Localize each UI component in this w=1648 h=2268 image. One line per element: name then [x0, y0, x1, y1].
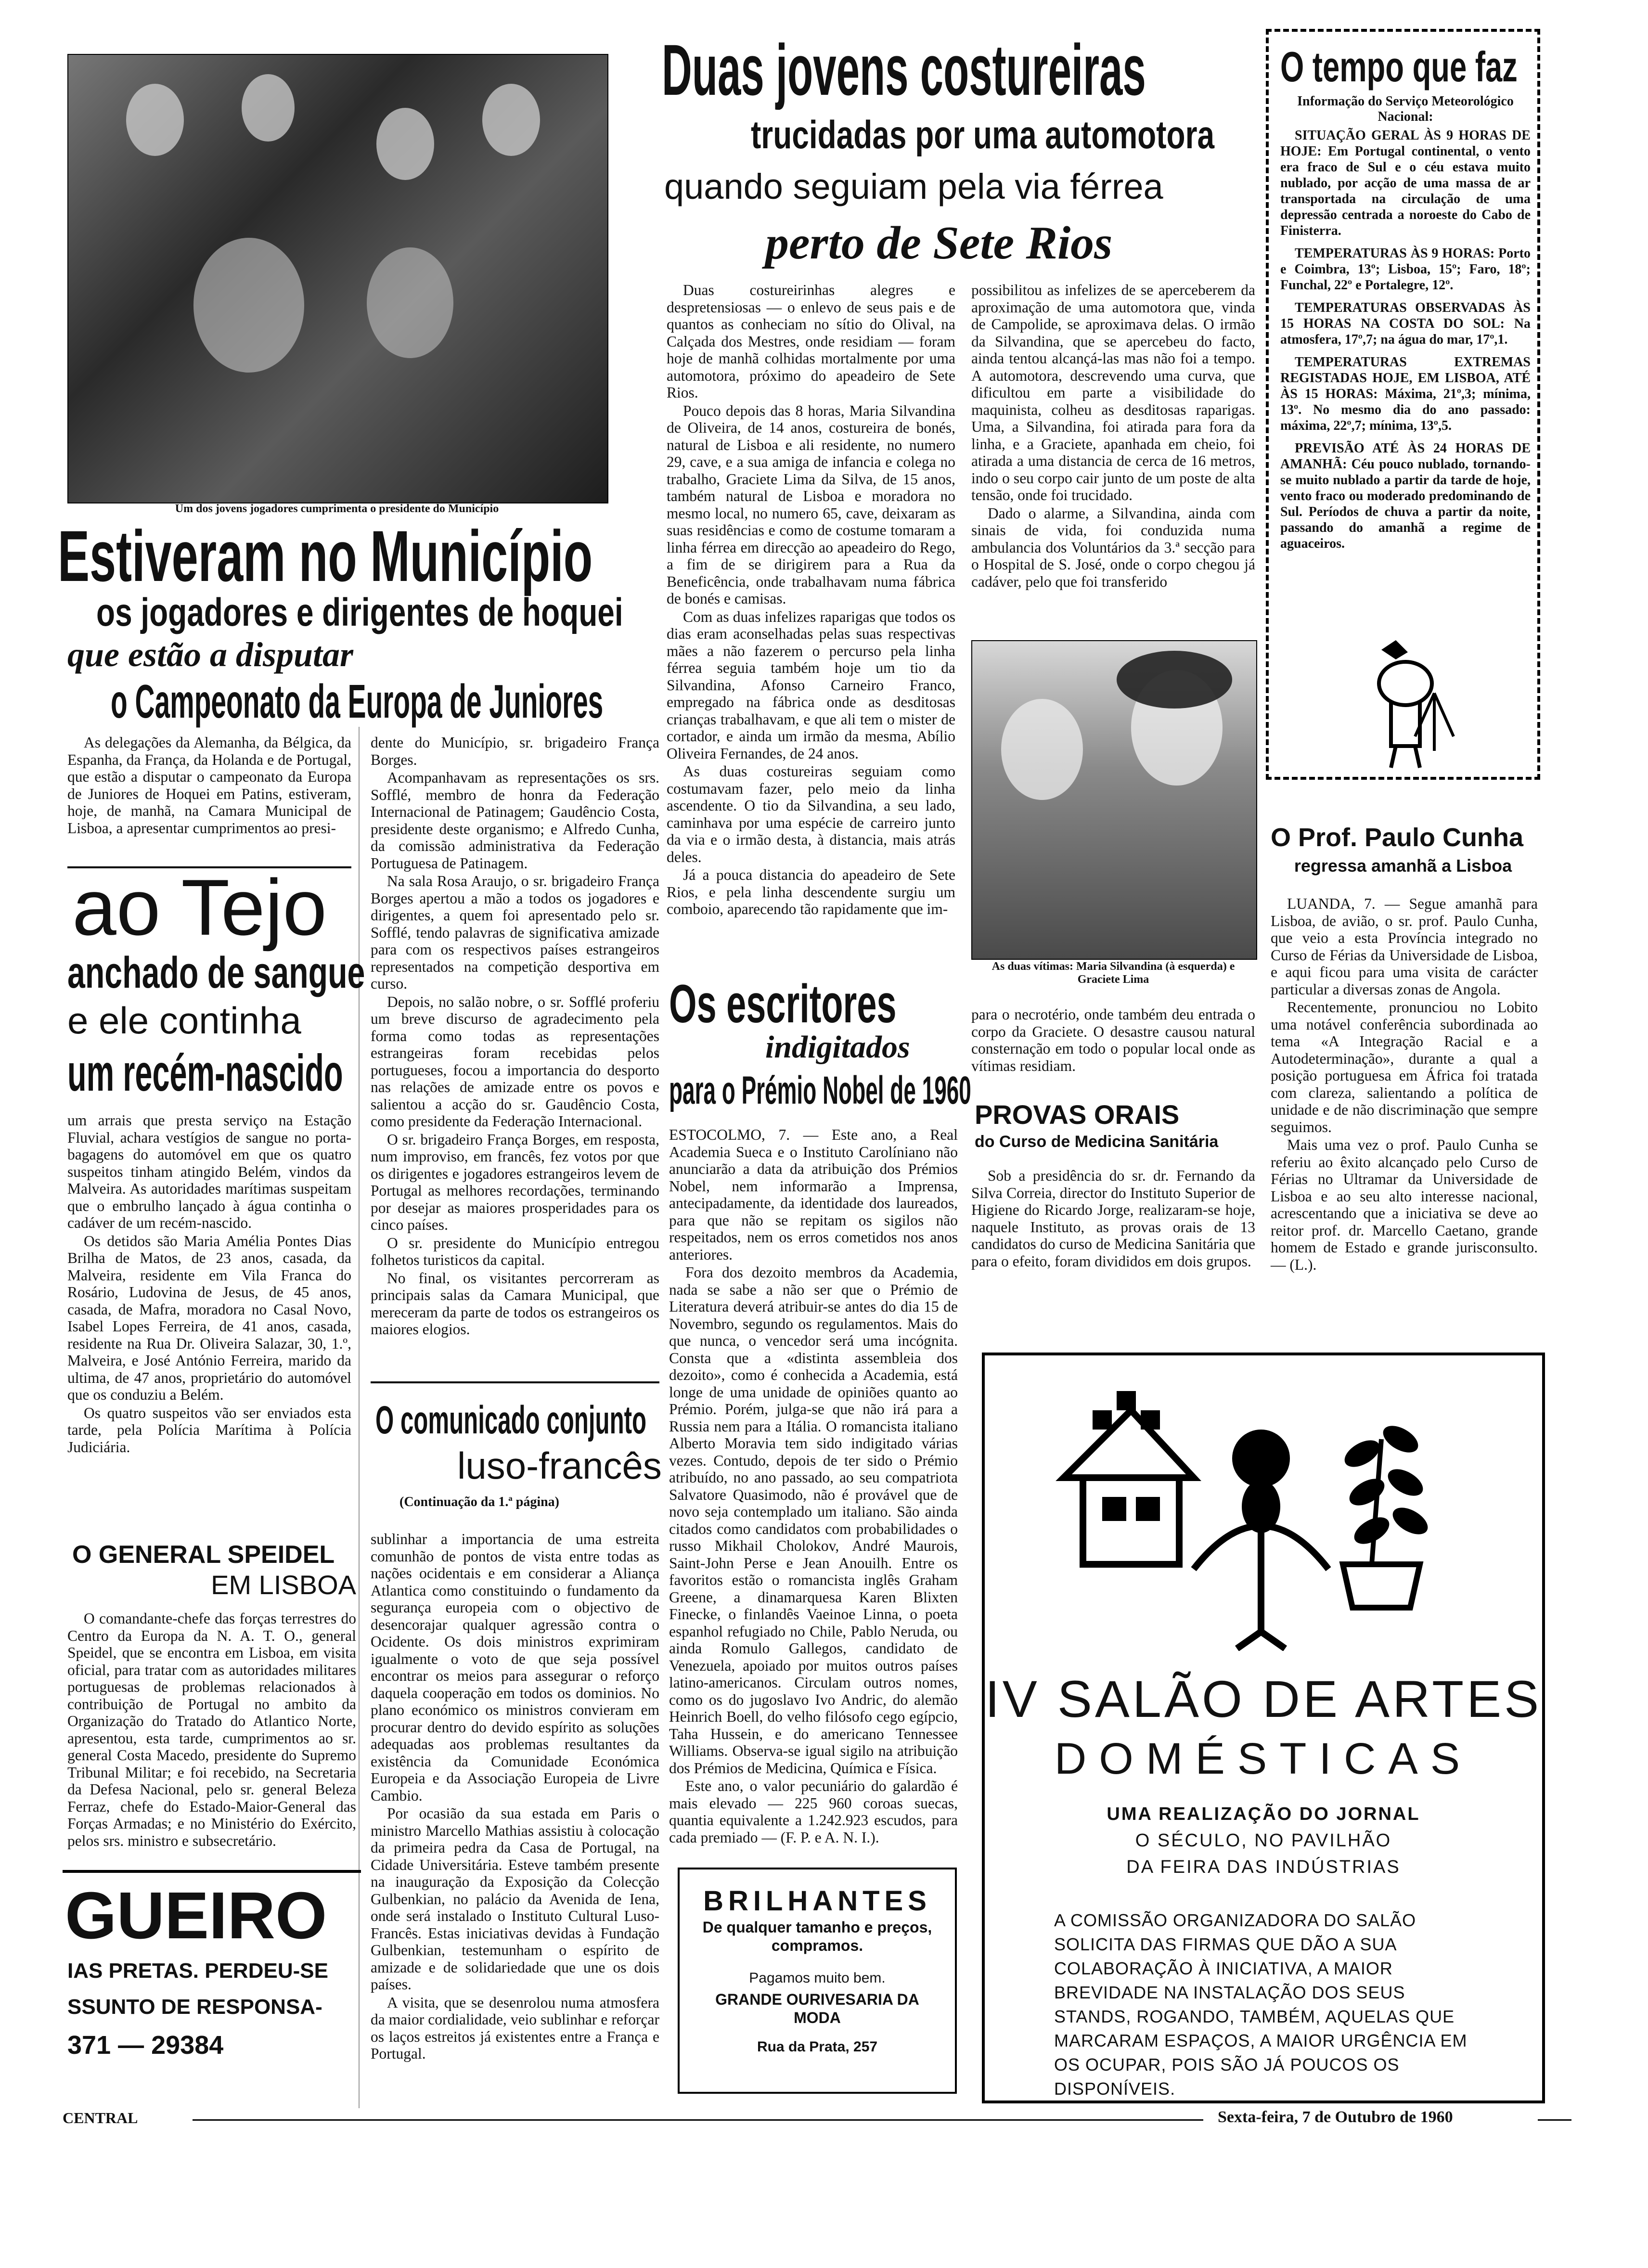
costureiras-subhead: trucidadas por uma automotora: [751, 113, 1215, 157]
gueiro-ad-phone: 371 — 29384: [67, 2031, 224, 2060]
costureiras-subhead-via: quando seguiam pela via férrea: [664, 167, 1163, 206]
tempo-title: O tempo que faz: [1280, 43, 1518, 90]
salao-title2: DOMÉSTICAS: [1054, 1734, 1473, 1783]
tejo-text: um arrais que presta serviço na Estação Fluvial, achara vestígios de sangue no porta-bagagens do automóvel em que os quatro suspeitos tinham atingido Belém, vindos da Malveira. As autoridades marítimas suspeitam que o embrulho lançado à água continha o cadáver de um recém-nascido. Os detidos são Maria Amélia Pontes Dias Brilha de Matos, de 23 anos, casada, da Malveira, residente em Vila Franca do Rosário, Ludovina de Jesus, de 45 anos, casada, de Mafra, moradora no Casal Novo, Isabel Lopes Ferreira, de 41 anos, casada, residente na Rua Dr. Oliveira Salazar, 30, 1.º, Malveira, e José António Ferreira, marido da ultima, de 47 anos, proprietário do automóvel que os conduziu a Belém. Os quatro suspeitos vão ser enviados esta tarde, pela Polícia Marítima à Polícia Judiciária.: [67, 1112, 351, 1456]
escritores-text: ESTOCOLMO, 7. — Este ano, a Real Academia Sueca e o Instituto Carolíniano não anunciarão a data da atribuição dos Prémios Nobel, nem informarão a Imprensa, antecipadamente, da identidade dos laureados, para que não se repitam os sigilos não respeitados, nem os erros cometidos nos anos anteriores. Fora dos dezoito membros da Academia, nada se sabe a não ser que o Prémio de Literatura deverá atribuir-se antes do dia 15 de Novembro, segundo os regulamentos. Mais do que nunca, o vencedor será uma incógnita. Consta que a «distinta assembleia dos dezoito», como é conhecida a Academia, está longe de uma unidade de opiniões quanto ao Prémio. Porém, julga-se que não irá para a Russia nem para a Itália. O romancista italiano Alberto Moravia tem sido indigitado várias vezes. Contudo, depois de ter sido o Prémio atribuído, no ano passado, ao seu compatriota Salvatore Quasimodo, não é provável que de novo seja contemplado um italiano. São ainda citados como candidatos com probabilidades o russo Mikhail Cholokov, André Maurois, Saint-John Perse e Jean Anouilh. Entre os favoritos estão o romancista inglês Graham Greene, a dinamarquesa Karen Blixten Finecke, o finlandês Vaeinoe Linna, o poeta espanhol refugiado no Chile, Pablo Neruda, ou ainda Romulo Gallegos, candidato de Venezuela, apoiado por muitos outros países latino-americanos. Circulam outros nomes, como os do jugoslavo Ivo Andric, do alemão Heinrich Boell, do velho filósofo cego egípcio, Taha Hussein, e do americano Tennessee Williams. Observa-se igual sigilo na atribuição dos Prémios de Medicina, Química e Física. Este ano, o valor pecuniário do galardão é mais elevado — 225 960 coroas suecas, quantia equivalente a 1.242.923 escudos, para cada premiado — (F. P. e A. N. I.).: [669, 1126, 958, 1846]
municipio-col2: dente do Município, sr. brigadeiro França Borges. Acompanhavam as representações os srs. Sofflé, membro de honra da Federação Internacional de Patinagem; Gaudêncio Costa, presidente deste organismo; e Alfredo Cunha, da comissão administrativa da Federação Portuguesa de Patinagem. Na sala Rosa Araujo, o sr. brigadeiro França Borges apertou a mão a todos os jogadores e dirigentes, a quem foi apresentado pelo sr. Sofflé, tendo palavras de significativa amizade para com os respectivos países estrangeiros representados na competição desportiva em curso. Depois, no salão nobre, o sr. Sofflé proferiu um breve discurso de agradecimento pela forma como todas as representações estrangeiras foram recebidas pelos portugueses, focou a importancia do desporto nas relações de amizade entre os povos e salientou a acção do sr. Gaudêncio Costa, como presidente da Federação Internacional. O sr. brigadeiro França Borges, em resposta, num improviso, em francês, fez votos por que os dirigentes e jogadores estrangeiros levem de Portugal as melhores recordações, terminando por desejar as maiores prosperidades para os cinco países. O sr. presidente do Município entregou folhetos turisticos da capital. No final, os visitantes percorreram as principais salas da Camara Municipal, que mereceram da parte de todos os estrangeiros os maiores elogios.: [371, 734, 659, 1338]
weather-figure-icon: [1362, 640, 1468, 770]
victims-photo: [971, 640, 1257, 960]
salao-illustration-icon: [1035, 1381, 1482, 1651]
municipio-photo-caption: Um dos jovens jogadores cumprimenta o presidente do Município: [175, 503, 499, 515]
brilhantes-title: BRILHANTES: [703, 1885, 931, 1917]
costureiras-subhead-sete-rios: perto de Sete Rios: [765, 217, 1113, 269]
comunicado-cont: (Continuação da 1.ª página): [399, 1495, 560, 1509]
salao-title: IV SALÃO DE ARTES: [985, 1670, 1542, 1728]
brilhantes-line4: Rua da Prata, 257: [757, 2039, 878, 2055]
costureiras-tail: para o necrotério, onde também deu entrada o corpo da Graciete. O desastre causou natural consternação em todo o popular local onde as vítimas residiam.: [971, 1006, 1255, 1074]
speidel-text: O comandante-chefe das forças terrestres do Centro da Europa da N. A. T. O., general Speidel, que se encontra em Lisboa, em visita oficial, para tratar com as autoridades militares portuguesas de problemas relacionados à contribuição de Portugal no ambito da Organização do Tratado do Atlantico Norte, apresentou, esta tarde, cumprimentos ao sr. general Costa Macedo, presidente do Supremo Tribunal Militar; e foi recebido, na Secretaria da Defesa Nacional, pelo sr. general Beleza Ferraz, chefe do Estado-Maior-General das Forças Armadas; e no Ministério do Exército, pelos srs. ministro e subsecretário.: [67, 1610, 356, 1849]
brilhantes-line3: GRANDE OURIVESARIA DA MODA: [715, 1991, 919, 2026]
municipio-subhead-campeonato: o Campeonato da Europa de Juniores: [111, 675, 604, 728]
brilhantes-line1: De qualquer tamanho e preços, compramos.: [702, 1919, 932, 1954]
gueiro-ad-line2: IAS PRETAS. PERDEU-SE: [67, 1959, 328, 1983]
comunicado-text: sublinhar a importancia de uma estreita comunhão de pontos de vista entre todas as nações ocidentais e em considerar a Aliança Atlantica como constituindo o fundamento da segurança europeia com o objectivo de desencorajar qualquer agressão contra o Ocidente. Os dois ministros exprimiram igualmente o voto de que seja possível encontrar os meios para assegurar o reforço daquela cooperação em todos os dominios. No plano económico os ministros convieram em procurar dentro do devido espírito as soluções adequadas aos problemas resultantes da existência da Comunidade Económica Europeia e da Associação Europeia de Livre Cambio. Por ocasião da sua estada em Paris o ministro Marcello Mathias assistiu à colocação da primeira pedra da Casa de Portugal, na Cidade Universitária. Esteve também presente na inauguração da Exposição da Colecção Gulbenkian, no palácio da Avenida de Iena, onde será instalado o Instituto Cultural Luso-Francês. Estas iniciativas devidas à Fundação Gulbenkian, testemunham o espírito de amizade e de solidariedade que une os dois países. A visita, que se desenrolou numa atmosfera da maior cordialidade, veio sublinhar e reforçar os laços estreitos já existentes entre a França e Portugal.: [371, 1531, 659, 2062]
tempo-text: SITUAÇÃO GERAL ÀS 9 HORAS DE HOJE: Em Portugal continental, o vento era fraco de Sul e o céu estava muito nublado, por acção de uma massa de ar transportada na circulação de uma depressão centrada a noroeste do Cabo de Finisterra. TEMPERATURAS ÀS 9 HORAS: Porto e Coimbra, 13º; Lisboa, 15º; Faro, 18º; Funchal, 22º e Portalegre, 12º. TEMPERATURAS OBSERVADAS ÀS 15 HORAS NA COSTA DO SOL: Na atmosfera, 17º,7; na água do mar, 17º,1. TEMPERATURAS EXTREMAS REGISTADAS HOJE, EM LISBOA, ATÉ ÀS 15 HORAS: Máxima, 21º,3; mínima, 13º. No mesmo dia do ano passado: máxima, 22º,7; mínima, 13º,5. PREVISÃO ATÉ ÀS 24 HORAS DE AMANHÃ: Céu pouco nublado, tornando-se muito nublado a partir da tarde de hoje, vento fraco ou moderado predominando de Sul. Períodos de chuva a partir da noite, passando do amanhã a regime de aguaceiros.: [1280, 128, 1531, 551]
salao-sub2: O SÉCULO, NO PAVILHÃO: [1135, 1830, 1392, 1851]
paulo-cunha-subhead: regressa amanhã a Lisboa: [1294, 856, 1512, 876]
provas-text: Sob a presidência do sr. dr. Fernando da Silva Correia, director do Instituto Superior de Higiene do Ricardo Jorge, realizaram-se hoje, naquele Instituto, as provas orais de 13 candidatos do curso de Medicina Sanitária que para o efeito, foram divididos em dois grupos.: [971, 1167, 1255, 1270]
victims-photo-caption: As duas vítimas: Maria Silvandina (à esquerda) e Graciete Lima: [991, 960, 1235, 986]
tejo-head-recem: um recém-nascido: [67, 1044, 343, 1102]
municipio-subhead-italic: que estão a disputar: [67, 635, 354, 674]
tejo-head: ao Tejo: [72, 863, 327, 952]
tejo-head-sangue: anchado de sangue: [67, 948, 365, 997]
escritores-subhead: indigitados: [765, 1030, 910, 1065]
provas-subhead: do Curso de Medicina Sanitária: [975, 1133, 1219, 1151]
costureiras-col2: possibilitou as infelizes de se aperceberem da aproximação de uma automotora que, vinda de Campolide, se aproximava delas. O irmão da Silvandina, que se apercebeu do facto, ainda tentou alcançá-las mas não foi a tempo. A automotora, descrevendo uma curva, que dificultou em parte a visibilidade do maquinista, colheu as desditosas raparigas. Uma, a Silvandina, foi atirada para fora da linha, e a Graciete, apanhada em cheio, foi atirada a uma distancia de cerca de 16 metros, indo o seu corpo cair junto de um poste de alta tensão, onde foi trucidado. Dado o alarme, a Silvandina, ainda com sinais de vida, foi conduzida numa ambulancia dos Voluntários da 3.ª secção para o Hospital de S. José, onde o corpo chegou já cadáver, pelo que foi transferido: [971, 282, 1255, 590]
tejo-head-continha: e ele continha: [67, 999, 301, 1042]
salao-sub1: UMA REALIZAÇÃO DO JORNAL: [1107, 1804, 1420, 1824]
escritores-subhead-nobel: para o Prémio Nobel de 1960: [669, 1069, 971, 1112]
municipio-subhead: os jogadores e dirigentes de hoquei: [96, 591, 623, 634]
brilhantes-line2: Pagamos muito bem.: [749, 1970, 886, 1986]
tempo-source: Informação do Serviço Meteorológico Nacional:: [1297, 94, 1514, 124]
municipio-photo: [67, 54, 608, 503]
gueiro-ad-title: GUEIRO: [65, 1879, 327, 1953]
footer-left: CENTRAL: [63, 2109, 138, 2126]
costureiras-col1: Duas costureirinhas alegres e despretensiosas — o enlevo de seus pais e de quantos as conheciam no sítio do Olival, na Calçada dos Mestres, onde residiam — foram hoje de manhã colhidas mortalmente por uma automotora, próximo do apeadeiro de Sete Rios. Pouco depois das 8 horas, Maria Silvandina de Oliveira, de 14 anos, costureira de bonés, natural de Lisboa e ali residente, no numero 29, cave, e a sua amiga de infancia e colega no trabalho, Graciete Lima da Silva, de 15 anos, também natural de Lisboa e moradora no mesmo local, no numero 65, cave, deixaram as suas residências e como de costume tomaram a linha férrea em direcção ao apeadeiro do Rego, a fim de se dirigirem para a Rua da Beneficência, onde trabalhavam numa fábrica de bonés e camisas. Com as duas infelizes raparigas que todos os dias eram aconselhadas pelas suas respectivas mães a não fazerem o percurso pela linha férrea seguia também hoje um tio da Silvandina, Afonso Carneiro Franco, empregado na fábrica onde as desditosas crianças trabalhavam, e que ali tem o mister de cortador, e ainda um irmão da mesma, Abílio Oliveira Fernandes, de 24 anos. As duas costureiras seguiam como costumavam fazer, pelo meio da linha ascendente. O tio da Silvandina, a seu lado, caminhava por uma espécie de carreiro junto da via e o irmão desta, à distancia, mais atrás deles. Já a pouca distancia do apeadeiro de Sete Rios, e pela linha descendente surgiu um comboio, aparecendo tão rapidamente que im-: [667, 282, 955, 917]
paulo-cunha-text: LUANDA, 7. — Segue amanhã para Lisboa, de avião, o sr. prof. Paulo Cunha, que veio a esta Província integrado no Curso de Férias da Universidade de Lisboa, e aqui ficou para uma visita de carácter particular a diversas zonas de Angola. Recentemente, pronunciou no Lobito uma notável conferência subordinada ao tema «A Integração Racial e a Autodeterminação», durante a qual a posição portuguesa em África foi tratada com clareza, salientando a política de unidade e de não discriminação que sempre seguimos. Mais uma vez o prof. Paulo Cunha se referiu ao êxito alcançado pelo Curso de Férias no Ultramar da Universidade de Lisboa e ao seu alto interesse nacional, acrescentando que a iniciativa se deve ao reitor prof. dr. Marcello Caetano, grande homem de Estado e grande jurisconsulto. — (L.).: [1271, 895, 1538, 1273]
comunicado-head: O comunicado conjunto: [375, 1398, 647, 1442]
municipio-headline: Estiveram no Município: [58, 515, 593, 596]
gueiro-ad-line3: SSUNTO DE RESPONSA-: [67, 1995, 322, 2019]
comunicado-head2: luso-francês: [457, 1444, 662, 1487]
footer-date: Sexta-feira, 7 de Outubro de 1960: [1218, 2108, 1453, 2126]
paulo-cunha-head: O Prof. Paulo Cunha: [1271, 823, 1524, 852]
costureiras-headline: Duas jovens costureiras: [662, 29, 1146, 110]
provas-head: PROVAS ORAIS: [975, 1099, 1180, 1130]
escritores-headline: Os escritores: [669, 974, 897, 1034]
municipio-col1: As delegações da Alemanha, da Bélgica, da Espanha, da França, da Holanda e de Portugal, que estão a disputar o campeonato da Europa de Juniores de Hoquei em Patins, estiveram, hoje, de manhã, na Camara Municipal de Lisboa, a apresentar cumprimentos ao presi-: [67, 734, 351, 837]
salao-sub3: DA FEIRA DAS INDÚSTRIAS: [1126, 1857, 1401, 1877]
salao-body: A COMISSÃO ORGANIZADORA DO SALÃO SOLICITA DAS FIRMAS QUE DÃO A SUA COLABORAÇÃO À INICIATIVA, A MAIOR BREVIDADE NA INSTALAÇÃO DOS SEUS STANDS, ROGANDO, TAMBÉM, AQUELAS QUE MARCARAM ESPAÇOS, A MAIOR URGÊNCIA EM OS OCUPAR, POIS SÃO JÁ POUCOS OS DISPONÍVEIS.: [1054, 1910, 1468, 2099]
speidel-head2: EM LISBOA: [211, 1570, 356, 1600]
speidel-head: O GENERAL SPEIDEL: [72, 1541, 335, 1569]
